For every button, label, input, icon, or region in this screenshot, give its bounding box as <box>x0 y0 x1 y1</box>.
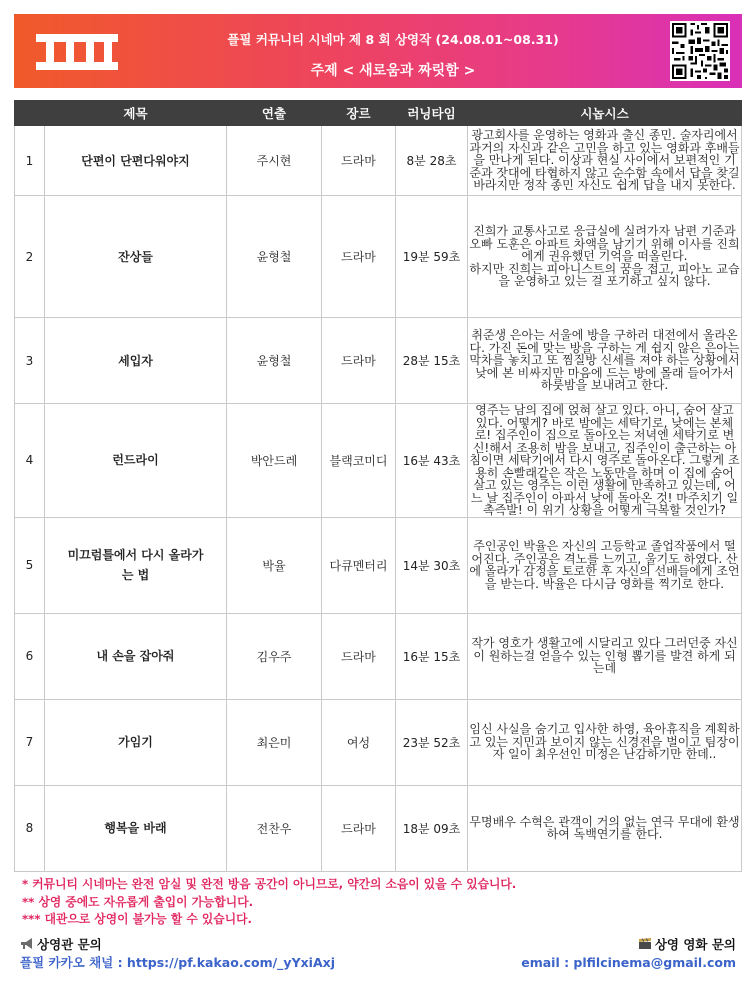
film-runtime: 23분 52초 <box>396 699 468 785</box>
notice-item: *** 대관으로 상영이 불가능 할 수 있습니다. <box>22 912 252 926</box>
film-contact-title: 상영 영화 문의 <box>654 937 736 952</box>
film-synopsis: 임신 사실을 숨기고 입사한 하영, 육아휴직을 계획하고 있는 지민과 보이지 않는 신경전을 벌이고 팀장이자 일이 최우선인 미정은 난감하기만 한데.. <box>468 699 742 785</box>
table-row <box>15 404 742 518</box>
film-synopsis: 취준생 은아는 서울에 방을 구하러 대전에서 올라온다. 가진 돈에 맞는 방을 구하는 게 쉽지 않은 은아는 막차를 놓치고 또 찜질방 신세를 져야 하는 상황에서 낮에 본 비싸지만 마음에 드는 방에 몰래 들어가서 하룻밤을 보내려고 한다. <box>468 318 742 404</box>
film-title: 세입자 <box>45 318 227 404</box>
film-genre: 드라마 <box>322 613 396 699</box>
notice-item: ** 상영 중에도 자유롭게 출입이 가능합니다. <box>22 894 254 909</box>
film-genre: 여성 <box>322 699 396 785</box>
film-director: 전찬우 <box>227 785 322 871</box>
table-row <box>15 318 742 404</box>
film-synopsis: 무명배우 수혁은 관객이 거의 없는 연극 무대에 환생하여 독백연기를 한다. <box>468 785 742 871</box>
film-title: 가임기 <box>45 699 227 785</box>
row-number: 7 <box>15 699 45 785</box>
film-genre: 다큐멘터리 <box>322 517 396 613</box>
film-title: 행복을 바래 <box>45 785 227 871</box>
kakao-channel-link[interactable]: 플필 카카오 채널 : https://pf.kakao.com/_yYxiAxj <box>20 955 335 970</box>
film-director: 윤형철 <box>227 196 322 318</box>
film-director: 김우주 <box>227 613 322 699</box>
table-row <box>15 196 742 318</box>
film-synopsis: 작가 영호가 생활고에 시달리고 있다 그러던중 자신이 원하는걸 얻을수 있는 인형 뽑기를 발견 하게 되는데 <box>468 613 742 699</box>
megaphone-icon <box>20 938 34 950</box>
film-genre: 블랙코미디 <box>322 404 396 518</box>
page-title: 플필 커뮤니티 시네마 제 8 회 상영작 (24.08.01~08.31) <box>227 32 559 47</box>
column-header-genre: 장르 <box>322 101 396 126</box>
email-link[interactable]: email : plfilcinema@gmail.com <box>521 955 736 970</box>
row-number: 2 <box>15 196 45 318</box>
film-title: 미끄럼틀에서 다시 올라가는 법 <box>45 517 227 613</box>
column-header-num <box>15 101 45 126</box>
qr-code-icon[interactable] <box>670 21 730 81</box>
film-title: 내 손을 잡아줘 <box>45 613 227 699</box>
film-director: 박율 <box>227 517 322 613</box>
film-title: 단편이 단편다워야지 <box>45 126 227 196</box>
table-row <box>15 785 742 871</box>
film-runtime: 8분 28초 <box>396 126 468 196</box>
column-header-director: 연출 <box>227 101 322 126</box>
notice-list <box>22 876 516 929</box>
film-title: 잔상들 <box>45 196 227 318</box>
header-banner <box>14 14 742 88</box>
film-genre: 드라마 <box>322 126 396 196</box>
table-row <box>15 517 742 613</box>
table-row <box>15 126 742 196</box>
film-director: 최은미 <box>227 699 322 785</box>
film-title: 런드라이 <box>45 404 227 518</box>
table-header-row <box>15 101 742 126</box>
row-number: 1 <box>15 126 45 196</box>
row-number: 6 <box>15 613 45 699</box>
film-runtime: 19분 59초 <box>396 196 468 318</box>
column-header-title: 제목 <box>45 101 227 126</box>
film-runtime: 18분 09초 <box>396 785 468 871</box>
film-synopsis: 주인공인 박율은 자신의 고등학교 졸업작품에서 떨어진다. 주인공은 격노를 느끼고, 울기도 하였다. 산에 올라가 감정을 토로한 후 자신의 선배들에게 조언을 받는다. 박율은 다시금 영화를 찍기로 한다. <box>468 517 742 613</box>
film-director: 주시현 <box>227 126 322 196</box>
venue-contact <box>20 936 335 972</box>
film-runtime: 28분 15초 <box>396 318 468 404</box>
logo <box>36 34 118 70</box>
film-contact <box>521 936 736 972</box>
film-director: 윤형철 <box>227 318 322 404</box>
screening-table <box>14 100 742 872</box>
column-header-runtime: 러닝타임 <box>396 101 468 126</box>
clapperboard-icon <box>638 938 652 950</box>
table-row <box>15 613 742 699</box>
film-runtime: 16분 15초 <box>396 613 468 699</box>
film-synopsis: 영주는 남의 집에 얹혀 살고 있다. 아니, 숨어 살고 있다. 어떻게? 바로 밤에는 세탁기로, 낮에는 본체로! 집주인이 집으로 돌아오는 저녁엔 세탁기로 변신!해서 조용히 밤을 보내고, 집주인이 출근하는 아침이면 세탁기에서 다시 영주로 돌아온다. 그렇게 조용히 손빨래같은 작은 노동만을 하며 이 집에 숨어 살고 있는 영주는 이런 생활에 만족하고 있는데, 어느 날 집주인이 아파서 낮에 돌아온 것! 마주치기 일촉즉발! 이 위기 상황을 어떻게 극복할 것인가? <box>469 403 740 517</box>
table-row <box>15 699 742 785</box>
synopsis-line: 진희가 교통사고로 응급실에 실려가자 남편 기준과 오빠 도훈은 아파트 차액을 남기기 위해 이사를 진희에게 권유했던 기억을 떠올린다. <box>469 224 740 264</box>
venue-contact-title: 상영관 문의 <box>37 937 102 952</box>
page-theme: 주제 < 새로움과 짜릿함 > <box>310 63 476 79</box>
row-number: 8 <box>15 785 45 871</box>
notice-item: * 커뮤니티 시네마는 완전 암실 및 완전 방음 공간이 아니므로, 약간의 소음이 있을 수 있습니다. <box>22 877 517 891</box>
film-genre: 드라마 <box>322 196 396 318</box>
film-genre: 드라마 <box>322 318 396 404</box>
row-number: 3 <box>15 318 45 404</box>
film-director: 박안드레 <box>227 404 322 518</box>
synopsis-line: 하지만 진희는 피아니스트의 꿈을 접고, 피아노 교습을 운영하고 있는 걸 포기하고 싶지 않다. <box>469 261 740 289</box>
column-header-synopsis: 시놉시스 <box>468 101 742 126</box>
film-runtime: 16분 43초 <box>396 404 468 518</box>
film-runtime: 14분 30초 <box>396 517 468 613</box>
row-number: 5 <box>15 517 45 613</box>
film-synopsis <box>468 196 742 318</box>
row-number: 4 <box>15 404 45 518</box>
film-genre: 드라마 <box>322 785 396 871</box>
film-synopsis: 광고회사를 운영하는 영화과 출신 종민. 술자리에서 과거의 자신과 같은 고민을 하고 있는 영화과 후배들을 만나게 된다. 이상과 현실 사이에서 보편적인 기준과 잣대에 타협하지 않고 순수함 속에서 답을 찾길 바라지만 정작 종민 자신도 쉽게 답을 내지 못한다. <box>468 126 742 196</box>
